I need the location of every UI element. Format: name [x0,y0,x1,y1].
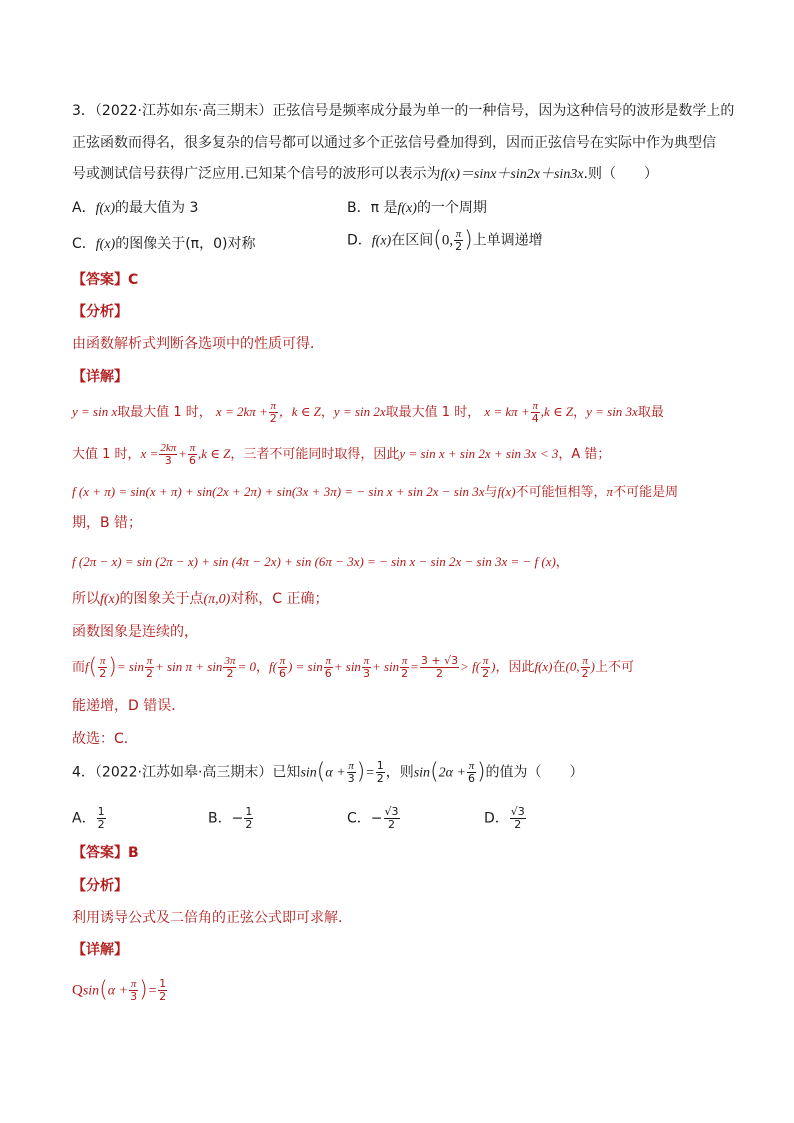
math: = [147,983,158,999]
text: 在 [552,660,566,675]
math: x = 2kπ + [215,404,268,419]
q4-option-c [347,806,401,831]
math: + sin π + sin [155,659,223,674]
text: ， [320,405,334,420]
q3-detail-line-10: 故选：C． [72,731,138,747]
frac-num: 1 [245,805,253,818]
text: 不可能是周 [613,485,679,500]
math: ,k ∈ Z [198,446,231,461]
math: f (2π − x) = sin (2π − x) + sin (4π − 2x) + sin (6π − 3x) = − sin x − sin 2x − sin 3x = − f (x) [72,554,556,569]
q3-stem-line-1: 3．（2022·江苏如东·高三期末）正弦信号是频率成分最为单一的一种信号，因为这种信号的波形是数学上的 [72,103,735,119]
option-label: D． [484,810,509,827]
frac-num: π [130,978,137,990]
text: 所以 [72,591,100,607]
math: ) [590,659,595,674]
text: 而 [72,660,86,675]
text: ， [573,405,587,420]
q3-detail-line-9: 能递增，D 错误． [72,698,186,714]
math: sin [82,983,100,999]
frac-num: 3 + √3 [420,654,459,667]
q3-detail-line-6 [72,589,724,610]
interval-left: 0, [441,232,454,249]
frac-den: 3 [347,772,355,785]
text: 的图象关于点 [119,591,204,607]
q3-detail-line-5 [72,552,724,573]
option-label: C． [72,236,96,252]
math: α + [325,765,346,781]
text: 4．（2022·江苏如皋·高三期末）已知 [72,764,301,781]
math: y = sin x + sin 2x + sin 3x < 3 [399,446,559,461]
math: π [606,484,614,499]
sign: − [231,810,244,827]
frac-num: 1 [97,805,105,818]
math: ,k ∈ Z [540,404,574,419]
text: ，A 错； [558,447,611,462]
option-label: C． [347,810,371,827]
frac-den: 2 [97,818,105,831]
frac-den: 2 [269,412,277,425]
text: ，三者不可能同时取得，因此 [230,447,400,462]
option-math: f(x) [95,201,116,216]
text: ， [555,555,569,570]
math: (0, [565,659,580,674]
math: y = sin 2x [333,404,386,419]
q3-stem-tail: .则（ ） [583,166,658,182]
frac-num: π [401,655,408,667]
q3-detail-line-4: 期，B 错； [72,515,143,531]
frac-den: 6 [467,772,475,785]
option-label: A． [72,810,96,827]
math: = sin [116,659,145,674]
math: y = sin 3x [586,404,638,419]
math: ，k ∈ Z [278,404,321,419]
math: α + [107,983,129,999]
math: f(x) [100,592,120,607]
math: 2α + [438,765,466,781]
frac-den: 2 [388,818,396,831]
math: + sin [333,659,361,674]
frac-num: π [482,655,489,667]
math: f( [269,659,277,674]
frac-num: 1 [376,759,384,772]
frac-num: π [532,400,538,412]
text: 对称，C 正确； [230,591,329,607]
q3-function: f(x)＝sinx＋sin2x＋sin3x [440,167,584,182]
frac-den: 6 [278,667,286,680]
q3-detail-line-1 [72,400,724,425]
q3-stem-line-3 [72,164,724,185]
option-label: B． [347,200,371,216]
frac-den: 2 [226,667,234,680]
math: x = [140,446,159,461]
option-label: A． [72,200,96,216]
sign: − [370,810,383,827]
math: + [178,446,188,461]
math: > f( [460,659,481,674]
text: 上不可 [594,660,634,675]
frac-num: π [582,655,588,667]
q3-detail-line-2 [72,442,724,467]
q4-detail-tag: 【详解】 [72,942,128,958]
q4-option-a [72,806,107,831]
text: 取最大值 1 时， [117,405,212,420]
frac-num: 1 [159,977,167,990]
frac-den: 2 [482,667,490,680]
math: = 0 [237,659,256,674]
text: 不可能恒相等， [515,485,607,500]
frac-num: 3π [224,655,236,667]
frac-num: π [146,655,153,667]
option-math: f(x) [397,201,417,216]
q4-answer [72,843,139,863]
q3-option-d: D．f(x)在区间(0, $\frac{\pi}{2}$ )上单调递增 [347,227,543,253]
text: 的值为（ ） [485,764,584,781]
frac-den: 2 [146,667,154,680]
q4-analysis-tag: 【分析】 [72,878,128,894]
text: 取最大值 1 时， [385,405,481,420]
frac-den: 4 [531,412,539,425]
text: 取最 [637,405,664,420]
frac-den: 2 [376,772,384,785]
frac-den: 3 [362,667,370,680]
answer-value: B [128,845,139,861]
frac-num: π [325,655,331,667]
frac-num: √3 [384,805,399,818]
q3-detail-tag: 【详解】 [72,369,128,385]
q3-option-c [72,234,255,255]
option-text: 上单调递增 [472,232,543,249]
option-label: B． [208,810,232,827]
text: ，则 [385,764,414,781]
q4-detail-line-1: Qsin(α + $\frac{\pi}{3}$ )= $\frac{1}{2}$ [72,977,167,1003]
frac-num: π [348,760,354,772]
option-text: 在区间 [391,232,434,249]
frac-num: π [363,655,370,667]
frac-den: 6 [324,667,332,680]
frac-den: 3 [130,990,138,1003]
text: ，因此 [495,660,535,675]
math: (π,0) [203,592,231,607]
q4-analysis-text: 利用诱导公式及二倍角的正弦公式即可求解. [72,910,343,926]
frac-num: π [279,655,286,667]
math: y = sin x [72,404,118,419]
math: = [410,659,419,674]
option-math: f(x) [371,233,392,249]
frac-den: 2 [401,667,409,680]
q3-detail-line-8: 而f( $\frac{\pi}{2}$ )= sin $\frac{\pi}{2}$ + sin π + sin $\frac{3\pi}{2}$ = 0，f( $\frac{\pi}{6}$ ) = sin $\frac{\pi}{6}$ + sin $\frac{\pi}{3}$ + sin $\frac{\pi}{2}$ = $\frac{3 + √3}{2}$ > f( $\frac{\pi}{2}$ )，因此f(x)在(0, $\frac{\pi}{2}$ )上不可 [72,654,634,680]
frac-num: √3 [510,805,525,818]
text: ， [255,660,269,675]
q3-analysis-tag: 【分析】 [72,304,128,320]
frac-num: π [99,655,106,667]
q3-detail-line-3 [72,482,724,503]
q3-detail-line-7: 函数图象是连续的， [72,624,198,640]
q3-option-a [72,198,198,219]
frac-num: π [270,400,277,412]
math: ) = sin [287,659,323,674]
answer-tag: 【答案】 [72,272,128,288]
q4-option-b [208,806,254,831]
text: 与 [484,485,498,500]
option-text: π 是 [370,200,398,216]
frac-den: 2 [159,990,167,1003]
frac-den: 2 [245,818,253,831]
frac-den: 6 [189,454,197,467]
option-label: D． [347,232,372,249]
frac-den: 3 [164,454,172,467]
frac-num: π [189,442,196,454]
q3-stem-text: 号或测试信号获得广泛应用.已知某个信号的波形可以表示为 [72,166,441,182]
math: f [85,659,89,674]
frac-den: 2 [436,667,444,680]
option-text: 的一个周期 [416,200,487,216]
q4-stem: 4．（2022·江苏如皋·高三期末）已知sin(α + $\frac{\pi}{3}$ )= $\frac{1}{2}$ ，则sin(2α + $\frac{\pi}{6}$ )的值为（ ） [72,759,584,785]
frac-den: 2 [455,240,463,253]
math: ) [491,659,496,674]
q3-answer [72,270,138,290]
math: f(x) [534,659,553,674]
q3-analysis-text: 由函数解析式判断各选项中的性质可得． [72,336,324,352]
q4-option-d [484,806,527,831]
math: sin [300,765,317,781]
math: sin [413,765,431,781]
math: + sin [371,659,400,674]
math: x = kπ + [484,404,530,419]
frac-den: 2 [581,667,589,680]
frac-num: π [468,760,475,772]
frac-den: 2 [99,667,107,680]
answer-value: C [128,272,139,288]
answer-tag: 【答案】 [72,845,128,861]
frac-num: π [455,228,462,240]
option-text: 的最大值为 3 [115,200,199,216]
q3-stem-line-2: 正弦函数而得名，很多复杂的信号都可以通过多个正弦信号叠加得到，因而正弦信号在实际中作为典型信 [72,135,716,151]
option-text: 的图像关于(π，0)对称 [115,236,256,252]
math: f(x) [497,484,516,499]
q3-option-b [347,198,487,219]
math: = [365,765,375,781]
frac-den: 2 [514,818,522,831]
option-math: f(x) [95,237,116,252]
text: 大值 1 时， [72,447,141,462]
math: Q [72,982,83,999]
math: f (x + π) = sin(x + π) + sin(2x + 2π) + sin(3x + 3π) = − sin x + sin 2x − sin 3x [72,484,485,499]
frac-num: 2kπ [160,442,177,454]
